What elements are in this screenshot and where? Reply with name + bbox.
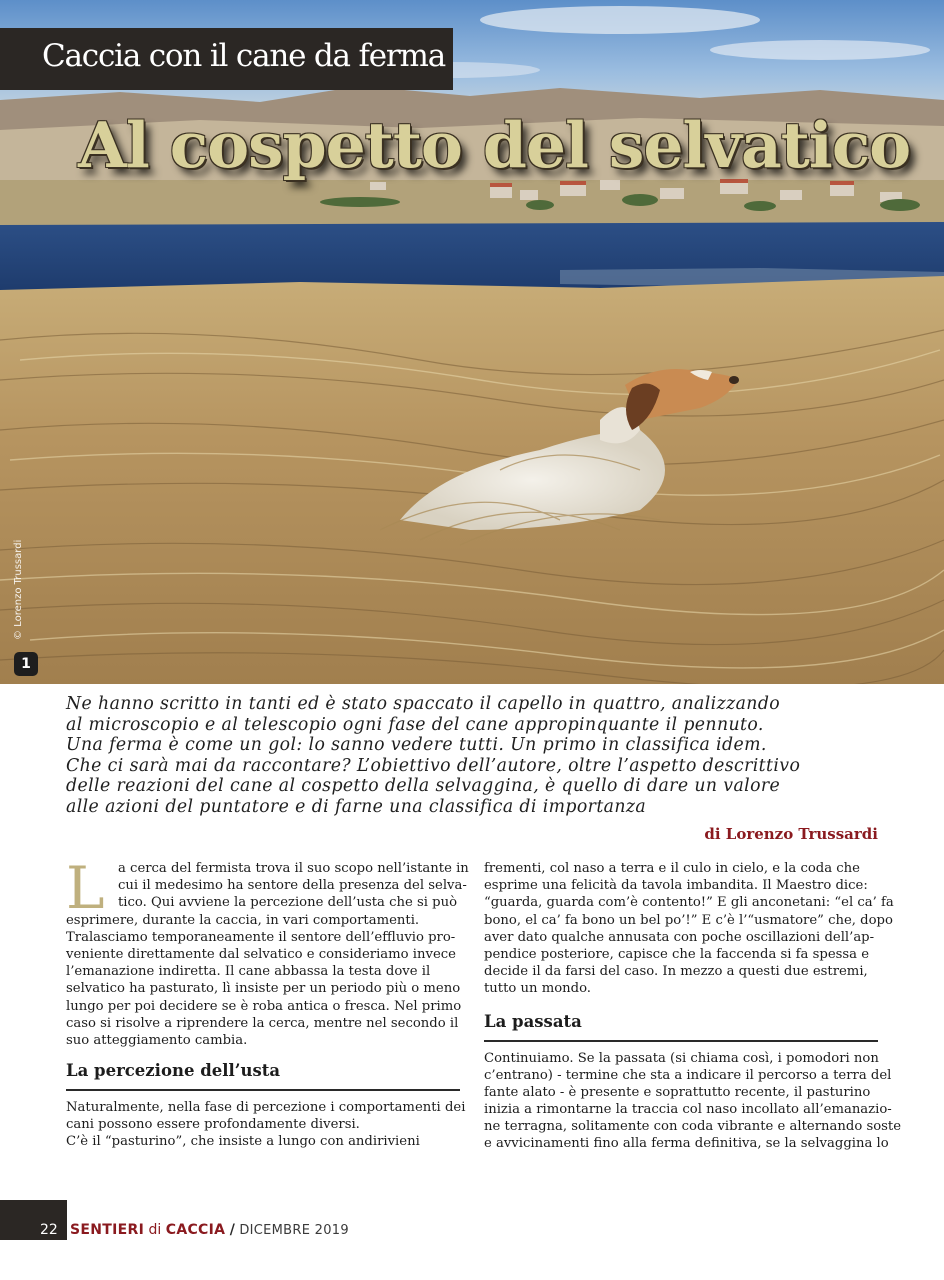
- body-line: suo atteggiamento cambia.: [66, 1032, 248, 1048]
- body-line: esprime una felicità da tavola imbandita. Il Maestro dice:: [484, 878, 868, 894]
- intro-line: Che ci sarà mai da raccontare? L’obiettivo dell’autore, oltre l’aspetto descrittivo: [66, 755, 801, 776]
- body-line: caso si risolve a riprendere la cerca, mentre nel secondo il: [66, 1015, 459, 1031]
- body-line: decide il da farsi del caso. In mezzo a questi due estremi,: [484, 964, 868, 980]
- body-line: bono, el ca’ fa bono un bel po’!” E c’è l’“usmatore” che, dopo: [484, 912, 893, 928]
- footer-separator: /: [229, 1222, 235, 1238]
- body-line: esprimere, durante la caccia, in vari comportamenti.: [66, 912, 420, 928]
- body-line: selvatico ha pasturato, lì insiste per un periodo più o meno: [66, 981, 461, 997]
- body-line: fante alato - è presente e soprattutto recente, il pasturino: [484, 1084, 871, 1100]
- intro-line: alle azioni del puntatore e di farne una classifica di importanza: [66, 796, 647, 817]
- drop-cap: L: [66, 854, 105, 922]
- body-line: tico. Qui avviene la percezione dell’usta che si può: [118, 895, 458, 911]
- body-line: ne terragna, solitamente con coda vibrante e alternando soste: [484, 1119, 902, 1135]
- body-line: e avvicinamenti fino alla ferma definitiva, se la selvaggina lo: [484, 1136, 889, 1152]
- body-line: veniente direttamente dal selvatico e consideriamo invece: [66, 946, 456, 962]
- body-line: c’entrano) - termine che sta a indicare il percorso a terra del: [484, 1067, 892, 1083]
- section-subhead: La percezione dell’usta: [66, 1061, 460, 1091]
- photo-credit: © Lorenzo Trussardi: [13, 539, 24, 640]
- body-line: C’è il “pasturino”, che insiste a lungo con andirivieni: [66, 1134, 420, 1150]
- magazine-name-part: CACCIA: [165, 1222, 226, 1238]
- body-line: pendice posteriore, capisce che la faccenda si fa spessa e: [484, 946, 870, 962]
- body-line: tutto un mondo.: [484, 981, 591, 997]
- author-byline: di Lorenzo Trussardi: [704, 825, 878, 843]
- left-column: [66, 854, 469, 1151]
- body-line: l’emanazione indiretta. Il cane abbassa la testa dove il: [66, 964, 431, 980]
- body-line: frementi, col naso a terra e il culo in cielo, e la coda che: [484, 861, 860, 876]
- intro-line: Una ferma è come un gol: lo sanno vedere tutti. Un primo in classifica idem.: [66, 735, 767, 756]
- magazine-footer: [70, 1222, 349, 1238]
- right-column: [484, 860, 902, 1153]
- magazine-name-part: di: [148, 1222, 162, 1238]
- intro-line: al microscopio e al telescopio ogni fase del cane appropinquante il pennuto.: [66, 714, 764, 735]
- body-line: a cerca del fermista trova il suo scopo nell’istante in: [118, 861, 469, 876]
- intro-line: delle reazioni del cane al cospetto della selvaggina, è quello di dare un valore: [66, 776, 781, 797]
- magazine-name-part: SENTIERI: [70, 1222, 145, 1238]
- body-line: Continuiamo. Se la passata (si chiama così, i pomodori non: [484, 1050, 879, 1066]
- section-subhead: La passata: [484, 1012, 878, 1042]
- spacer: [484, 998, 878, 1012]
- article-headline: Al cospetto del selvatico: [78, 108, 911, 182]
- body-line: cui il medesimo ha sentore della presenza del selva-: [118, 878, 467, 894]
- issue-date: DICEMBRE 2019: [239, 1223, 349, 1238]
- body-line: Naturalmente, nella fase di percezione i comportamenti dei: [66, 1100, 466, 1116]
- article-intro: [66, 694, 866, 818]
- intro-line: Ne hanno scritto in tanti ed è stato spaccato il capello in quattro, analizzando: [66, 694, 781, 714]
- body-line: cani possono essere profondamente diversi.: [66, 1117, 360, 1133]
- spacer: [66, 1049, 460, 1061]
- body-line: inizia a rimontarne la traccia col naso incollato all’emanazio-: [484, 1102, 892, 1118]
- section-kicker: Caccia con il cane da ferma: [42, 38, 446, 74]
- page-number: 22: [40, 1222, 58, 1238]
- body-line: lungo per poi decidere se è roba antica o fresca. Nel primo: [66, 998, 462, 1014]
- photo-number-badge: 1: [14, 652, 38, 676]
- body-line: “guarda, guarda com’è contento!” E gli anconetani: “el ca’ fa: [484, 895, 894, 911]
- body-line: Tralasciamo temporaneamente il sentore dell’effluvio pro-: [66, 929, 456, 945]
- body-line: aver dato qualche annusata con poche oscillazioni dell’ap-: [484, 929, 875, 945]
